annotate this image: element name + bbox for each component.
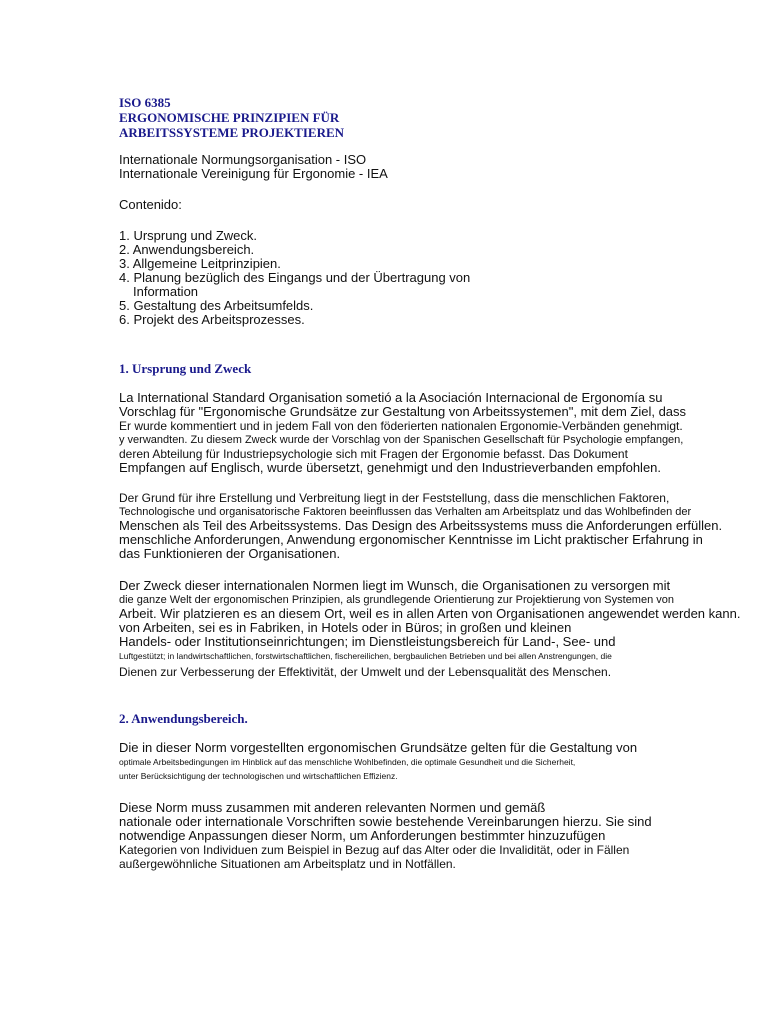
toc-item: 2. Anwendungsbereich. <box>119 242 255 257</box>
contents-label <box>119 198 739 212</box>
org-line: Internationale Normungsorganisation - ISO <box>119 152 367 167</box>
paragraph-line: Der Zweck dieser internationalen Normen liegt im Wunsch, die Organisationen zu versorgen mit <box>119 578 671 593</box>
toc-item: Information <box>133 284 199 299</box>
table-of-contents <box>119 229 739 327</box>
section-1-paragraph-3 <box>119 579 739 679</box>
section-2-paragraph-1 <box>119 741 739 783</box>
paragraph-line: menschliche Anforderungen, Anwendung ergonomischer Kenntnisse im Licht praktischer Erfahrung in <box>119 532 703 547</box>
paragraph-line: Dienen zur Verbesserung der Effektivität, der Umwelt und der Lebensqualität des Menschen. <box>119 665 612 679</box>
paragraph-line: Technologische und organisatorische Faktoren beeinflussen das Verhalten am Arbeitsplatz und das Wohlbefinden der <box>119 506 692 518</box>
toc-item: 4. Planung bezüglich des Eingangs und der Übertragung von <box>119 270 471 285</box>
section-1-paragraph-2 <box>119 491 739 561</box>
contents-label-text: Contenido: <box>119 197 182 212</box>
paragraph-line: Diese Norm muss zusammen mit anderen relevanten Normen und gemäß <box>119 800 546 815</box>
paragraph-line: Kategorien von Individuen zum Beispiel in Bezug auf das Alter oder die Invalidität, oder in Fällen <box>119 843 630 857</box>
section-2-heading: 2. Anwendungsbereich. <box>119 711 248 726</box>
paragraph-line: Vorschlag für "Ergonomische Grundsätze zur Gestaltung von Arbeitssystemen", mit dem Ziel, dass <box>119 404 687 419</box>
title-line-3: ARBEITSSYSTEME PROJEKTIEREN <box>119 125 345 140</box>
document-title <box>119 95 344 140</box>
section-2-paragraph-2 <box>119 801 739 871</box>
paragraph-line: das Funktionieren der Organisationen. <box>119 546 341 561</box>
section-1-heading: 1. Ursprung und Zweck <box>119 361 252 376</box>
title-line-2: ERGONOMISCHE PRINZIPIEN FÜR <box>119 110 340 125</box>
toc-item: 1. Ursprung und Zweck. <box>119 228 258 243</box>
paragraph-line: notwendige Anpassungen dieser Norm, um Anforderungen bestimmter hinzuzufügen <box>119 828 606 843</box>
paragraph-line: Luftgestützt; in landwirtschaftlichen, forstwirtschaftlichen, fischereilichen, bergbaulichen Betrieben und bei allen Anstrengungen, die <box>119 651 612 661</box>
toc-item: 3. Allgemeine Leitprinzipien. <box>119 256 281 271</box>
paragraph-line: Er wurde kommentiert und in jedem Fall von den föderierten nationalen Ergonomie-Verbänden genehmigt. <box>119 419 683 433</box>
paragraph-line: außergewöhnliche Situationen am Arbeitsplatz und in Notfällen. <box>119 857 456 871</box>
paragraph-line: optimale Arbeitsbedingungen im Hinblick auf das menschliche Wohlbefinden, die optimale Gesundheit und die Sicherheit, <box>119 757 576 767</box>
paragraph-line: Empfangen auf Englisch, wurde übersetzt, genehmigt und den Industrieverbanden empfohlen. <box>119 460 662 475</box>
paragraph-line: unter Berücksichtigung der technologischen und wirtschaftlichen Effizienz. <box>119 771 398 781</box>
paragraph-line: die ganze Welt der ergonomischen Prinzipien, als grundlegende Orientierung zur Projektierung von Systemen von <box>119 594 675 606</box>
paragraph-line: Handels- oder Institutionseinrichtungen; im Dienstleistungsbereich für Land-, See- und <box>119 634 616 649</box>
toc-item: 6. Projekt des Arbeitsprozesses. <box>119 312 305 327</box>
title-line-1: ISO 6385 <box>119 95 171 110</box>
paragraph-line: Die in dieser Norm vorgestellten ergonomischen Grundsätze gelten für die Gestaltung von <box>119 740 638 755</box>
paragraph-line: Der Grund für ihre Erstellung und Verbreitung liegt in der Feststellung, dass die menschlichen Faktoren, <box>119 491 670 505</box>
org-line: Internationale Vereinigung für Ergonomie - IEA <box>119 166 388 181</box>
section-1-paragraph-1 <box>119 391 739 475</box>
paragraph-line: von Arbeiten, sei es in Fabriken, in Hotels oder in Büros; in großen und kleinen <box>119 620 572 635</box>
paragraph-line: y verwandten. Zu diesem Zweck wurde der Vorschlag von der Spanischen Gesellschaft für Psychologie empfangen, <box>119 434 684 446</box>
paragraph-line: Menschen als Teil des Arbeitssystems. Das Design des Arbeitssystems muss die Anforderungen erfüllen. <box>119 518 723 533</box>
paragraph-line: nationale oder internationale Vorschriften sowie bestehende Vereinbarungen hierzu. Sie sind <box>119 814 652 829</box>
paragraph-line: deren Abteilung für Industriepsychologie sich mit Fragen der Ergonomie befasst. Das Dokument <box>119 447 628 461</box>
organisations <box>119 153 739 181</box>
toc-item: 5. Gestaltung des Arbeitsumfelds. <box>119 298 314 313</box>
paragraph-line: La International Standard Organisation sometió a la Asociación Internacional de Ergonomía su <box>119 390 663 405</box>
paragraph-line: Arbeit. Wir platzieren es an diesem Ort, weil es in allen Arten von Organisationen angewendet werden kann. <box>119 606 741 621</box>
